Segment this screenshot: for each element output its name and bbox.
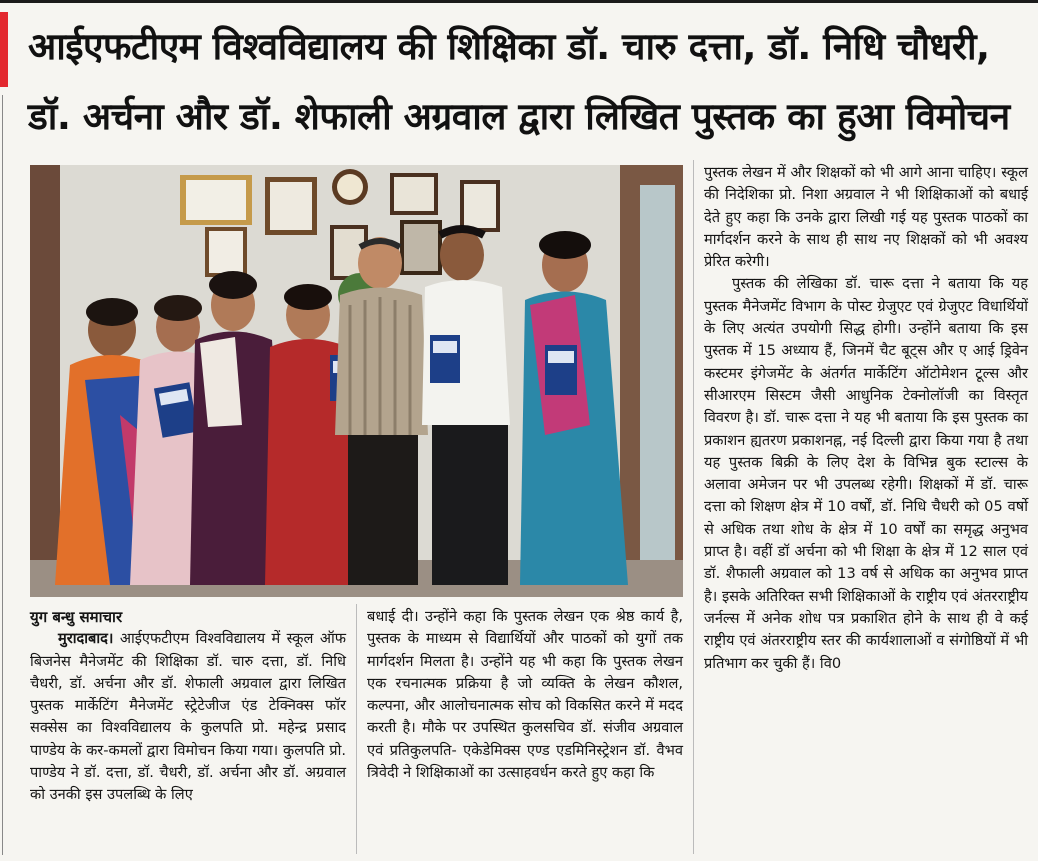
article-paragraph: पुस्तक की लेखिका डॉ. चारू दत्ता ने बताया कि यह पुस्तक मैनेजमेंट विभाग के पोस्ट ग्रेजुएट एवं ग्रेजुएट विधार्थियों के लिए अत्यंत उपयोगी सिद्ध होगी। उन्होंने बताया कि इस पुस्तक में 15 अध्याय हैं, जिनमें चैट बूट्स और ए आई ड्रिवेन कस्टमर इंगेजमेंट के अंतर्गत मार्केटिंग ऑटोमेशन टूल्स और सीआरएम सिस्टम जैसी आधुनिक टेक्नोलॉजी का विस्तृत विवरण है। डॉ. चारू दत्ता ने यह भी बताया कि इस पुस्तक का प्रकाशन ह्यतरण प्रकाशनह्न, नई दिल्ली द्वारा किया गया है तथा यह पुस्तक बिक्री के लिए देश के विभिन्न बुक स्टाल्स के अलावा अमेजन पर भी उपलब्ध रहेगी। शिक्षकों में डॉ. चारू दत्ता को शिक्षण क्षेत्र में 10 वर्षों, डॉ. निधि चैधरी को 05 वर्षो से अधिक तथा शोध के क्षेत्र में 10 वर्षों का समृद्ध अनुभव प्राप्त है। वहीं डॉ अर्चना को भी शिक्षा के क्षेत्र में 12 साल एवं डॉ. शैफाली अग्रवाल को 13 वर्ष से अधिक का अनुभव प्राप्त है। इसके अतिरिक्त सभी शिक्षिकाओं के राष्ट्रीय एवं अंतरराष्ट्रीय जर्नल्स में अनेक शोध पत्र प्रकाशित होने के साथ ही वे कई राष्ट्रीय एवं अंतरराष्ट्रीय स्तर की कार्यशालाओं व संगोष्ठियों में भी प्रतिभाग कर चुकी हैं। वि0 [704, 275, 1028, 672]
headline-accent-bar [0, 12, 8, 87]
article-paragraph [30, 628, 346, 806]
left-margin-rule [2, 95, 3, 855]
headline-line-1: आईएफटीएम विश्वविद्यालय की शिक्षिका डॉ. चारु दत्ता, डॉ. निधि चौधरी, [28, 25, 990, 68]
article-paragraph: पुस्तक लेखन में और शिक्षकों को भी आगे आना चाहिए। स्कूल की निदेशिका प्रो. निशा अग्रवाल ने भी शिक्षिकाओं को बधाई देते हुए कहा कि उनके द्वारा लिखी गई यह पुस्तक पाठकों का मार्गदर्शन करने के साथ ही साथ नए शिक्षकों को भी अवश्य प्रेरित करेगी। [704, 164, 1028, 271]
headline-line-2: डॉ. अर्चना और डॉ. शेफाली अग्रवाल द्वारा लिखित पुस्तक का हुआ विमोचन [28, 95, 1010, 138]
news-photo-illustration [30, 165, 683, 597]
article-column-left [30, 606, 346, 807]
article-paragraph: बधाई दी। उन्होंने कहा कि पुस्तक लेखन एक श्रेष्ठ कार्य है, पुस्तक के माध्यम से विद्यार्थियों और पाठकों को युगों तक मार्गदर्शन मिलता है। उन्होंने यह भी कहा कि पुस्तक लेखन एक रचनात्मक प्रक्रिया है जो व्यक्ति के लेखन कौशल, कल्पना, और आलोचनात्मक सोच को विकसित करने में मदद करती है। मौके पर उपस्थित कुलसचिव डॉ. संजीव अग्रवाल एवं प्रतिकुलपति- एकेडेमिक्स एण्ड एडमिनिस्ट्रेशन डॉ. वैभव त्रिवेदी ने शिक्षिकाओं का उत्साहवर्धन करते हुए कहा कि [367, 608, 683, 782]
byline: युग बन्धु समाचार [30, 608, 123, 626]
column-divider [693, 160, 694, 854]
column-divider [356, 604, 357, 854]
article-column-middle [367, 606, 683, 784]
top-rule [0, 0, 1038, 3]
article-text: आईएफटीएम विश्वविद्यालय में स्कूल ऑफ बिजनेस मैनेजमेंट की शिक्षिका डॉ. चारु दत्ता, डॉ. निधि चैधरी, डॉ. अर्चना और डॉ. शेफाली अग्रवाल द्वारा लिखित पुस्तक मार्केटिंग मैनेजमेंट स्ट्रेटेजीज एंड टेक्निक्स फॉर सक्सेस का विश्वविद्यालय के कुलपति प्रो. महेन्द्र प्रसाद पाण्डेय के कर-कमलों द्वारा विमोचन किया गया। कुलपति प्रो. पाण्डेय ने डॉ. दत्ता, डॉ. चैधरी, डॉ. अर्चना और डॉ. अग्रवाल को उनकी इस उपलब्धि के लिए [30, 630, 346, 804]
news-photo [30, 165, 683, 597]
article-column-right [704, 162, 1028, 675]
dateline: मुरादाबाद। [58, 630, 114, 648]
